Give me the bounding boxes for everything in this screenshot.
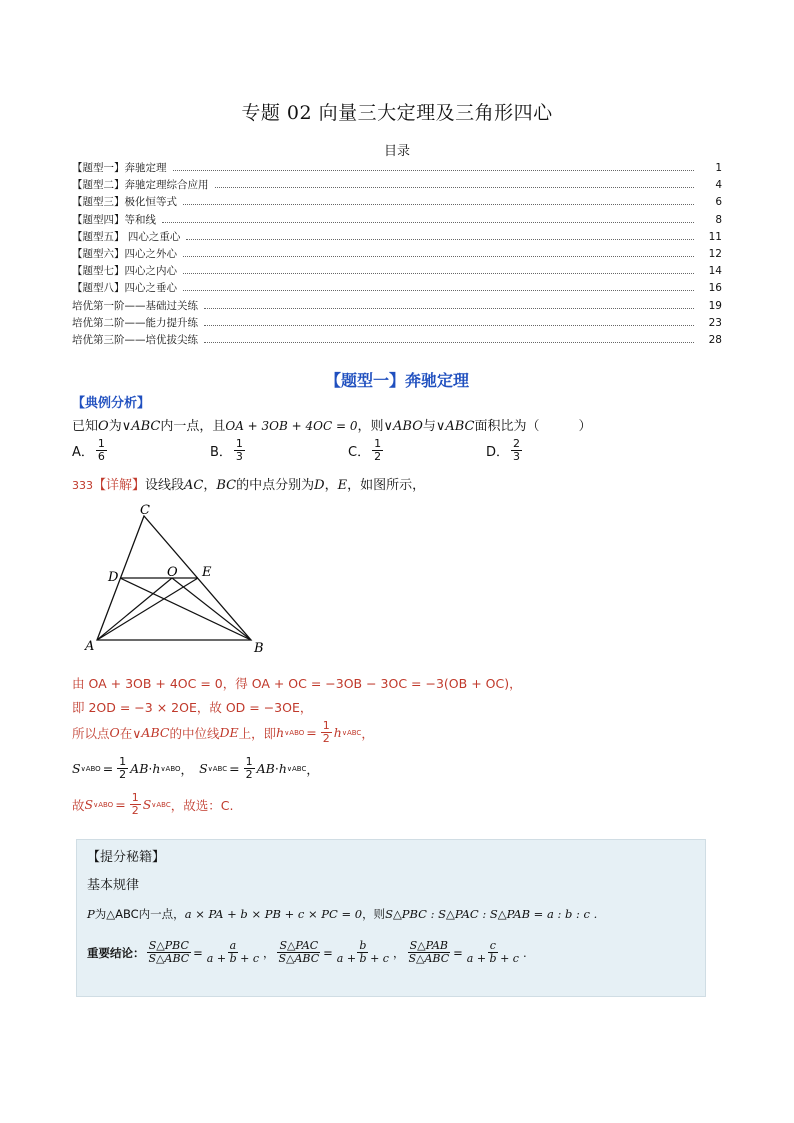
option-d[interactable]: D． $\frac{2}{3}$ <box>486 437 521 464</box>
toc-row[interactable] <box>72 332 722 349</box>
toc-label: 【题型七】四心之内心 <box>72 265 177 278</box>
toc-row[interactable] <box>72 298 722 315</box>
toc-label: 【题型一】奔驰定理 <box>72 162 167 174</box>
example-tag: 【典例分析】 <box>72 396 151 411</box>
toc-page: 6 <box>715 196 722 209</box>
segment-bo <box>172 578 251 640</box>
solution-line-5: 故 S ∨ABO = $\frac{1}{2}$ S ∨ABC ，故选：C. <box>72 791 234 818</box>
toc-row[interactable] <box>72 315 722 332</box>
option-a[interactable]: A． $\frac{1}{6}$ <box>72 437 105 464</box>
toc-page: 11 <box>708 230 722 243</box>
toc-label: 【题型四】等和线 <box>72 213 156 226</box>
toc-page: 1 <box>715 162 722 174</box>
option-b[interactable]: B． $\frac{1}{3}$ <box>210 437 243 464</box>
toc-label: 培优第三阶——培优拔尖练 <box>72 333 198 346</box>
toc-row[interactable] <box>72 280 722 297</box>
toc-row[interactable] <box>72 246 722 263</box>
toc-label: 【题型五】 四心之重心 <box>72 230 181 243</box>
toc-heading: 目录 <box>383 144 410 159</box>
tips-heading: 【提分秘籍】 <box>87 850 166 865</box>
toc-row[interactable] <box>72 263 722 280</box>
toc-page: 23 <box>708 316 722 329</box>
toc-label: 【题型三】极化恒等式 <box>72 196 177 209</box>
tips-conclusion: 重要结论： $\frac{\text{S△PBC}}{\text{S△ABC}}$ = $\frac{a}{a + b + c}$ ， $\frac{\text{S△PAC}}{\text{S△ABC}}$ = $\frac{b}{a + b + c}$ ， $\frac{\text{S△PAB}}{\text{S△ABC}}$ = $\frac{c}{a + b + c}$ . <box>87 939 527 966</box>
toc-page: 14 <box>708 265 722 278</box>
toc-label: 培优第二阶——能力提升练 <box>72 316 198 329</box>
document-title: 专题 02 向量三大定理及三角形四心 <box>241 102 553 124</box>
toc-row[interactable] <box>72 229 722 246</box>
question-equation: OA + 3OB + 4OC = 0 <box>225 419 358 433</box>
solution-line-2: 即 2OD = −3 × 2OE，故 OD = −3OE， <box>72 700 313 715</box>
tips-rule: 基本规律 <box>87 878 140 893</box>
solution-line-4: S ∨ABO = $\frac{1}{2}$ AB · h ∨ABO ， S ∨ABC = $\frac{1}{2}$ AB · h ∨ABC ， <box>72 755 319 782</box>
label-c: C <box>140 503 150 518</box>
toc-page: 8 <box>715 213 722 226</box>
tips-box <box>76 839 706 997</box>
toc-page: 12 <box>708 247 722 260</box>
toc-label: 【题型八】四心之垂心 <box>72 282 177 295</box>
toc-page: 28 <box>708 333 722 346</box>
solution-line-1: 由 OA + 3OB + 4OC = 0，得 OA + OC = −3OB − 3OC = −3(OB + OC)， <box>72 676 522 691</box>
toc-page: 4 <box>715 179 722 192</box>
answer-intro: 333【详解】设线段AC，BC的中点分别为D，E，如图所示， <box>72 478 426 493</box>
solution-line-3: 所以点 O 在∨ ABC 的中位线 DE 上，即 h ∨ABO = $\frac{1}{2}$ h ∨ABC ， <box>72 719 374 746</box>
toc-row[interactable] <box>72 177 722 194</box>
toc-page: 16 <box>708 282 722 295</box>
toc-page: 19 <box>708 299 722 312</box>
question-text: 已知O为∨ABC内一点，且OA + 3OB + 4OC = 0，则∨ABO与∨ABC面积比为（ ） <box>72 419 592 434</box>
toc-row[interactable] <box>72 160 722 177</box>
triangle-figure <box>80 498 280 658</box>
segment-ae <box>97 578 198 640</box>
tips-rule-line: P为△ABC内一点，a × PA + b × PB + c × PC = 0，则S△PBC : S△PAC : S△PAB = a : b : c . <box>87 907 598 921</box>
toc-row[interactable] <box>72 194 722 211</box>
segment-bd <box>120 578 251 640</box>
table-of-contents <box>72 160 722 349</box>
label-a: A <box>85 639 95 654</box>
toc-label: 【题型六】四心之外心 <box>72 247 177 260</box>
toc-label: 【题型二】奔驰定理综合应用 <box>72 179 209 192</box>
toc-label: 培优第一阶——基础过关练 <box>72 299 198 312</box>
option-c[interactable]: C． $\frac{1}{2}$ <box>348 437 382 464</box>
label-b: B <box>254 641 264 656</box>
toc-row[interactable] <box>72 212 722 229</box>
section-title: 【题型一】奔驰定理 <box>324 371 469 390</box>
label-e: E <box>202 565 212 580</box>
label-d: D <box>108 570 119 585</box>
label-o: O <box>167 565 178 580</box>
